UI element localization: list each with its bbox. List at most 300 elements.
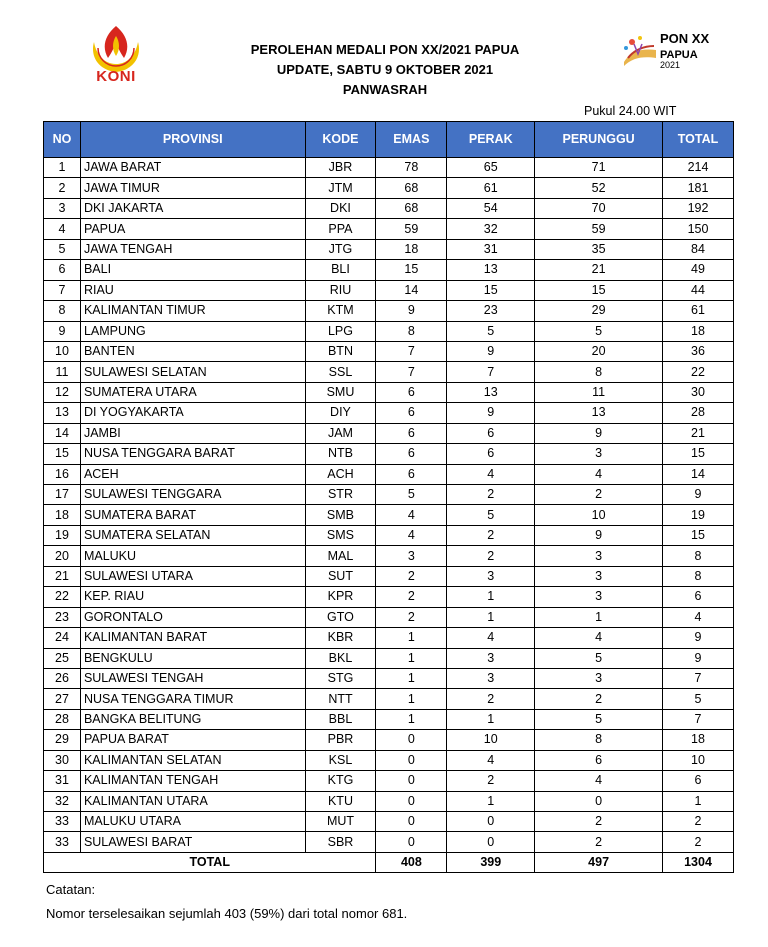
cell-total: 192 [663, 198, 734, 218]
cell-perunggu: 20 [535, 341, 663, 361]
cell-no: 31 [44, 771, 81, 791]
cell-total: 18 [663, 321, 734, 341]
cell-no: 20 [44, 546, 81, 566]
cell-no: 12 [44, 382, 81, 402]
cell-provinsi: SULAWESI UTARA [80, 566, 305, 586]
cell-emas: 1 [376, 709, 447, 729]
table-row [44, 444, 734, 464]
table-row [44, 791, 734, 811]
table-row [44, 198, 734, 218]
cell-emas: 2 [376, 566, 447, 586]
cell-kode: BKL [305, 648, 376, 668]
table-row [44, 382, 734, 402]
table-row [44, 505, 734, 525]
cell-kode: DKI [305, 198, 376, 218]
cell-provinsi: NUSA TENGGARA BARAT [80, 444, 305, 464]
cell-total: 9 [663, 648, 734, 668]
cell-emas: 3 [376, 546, 447, 566]
table-row [44, 301, 734, 321]
column-header-provinsi: PROVINSI [80, 122, 305, 158]
cell-total: 8 [663, 546, 734, 566]
cell-perunggu: 2 [535, 832, 663, 852]
cell-kode: PBR [305, 730, 376, 750]
cell-provinsi: BALI [80, 260, 305, 280]
cell-no: 1 [44, 158, 81, 178]
cell-no: 4 [44, 219, 81, 239]
cell-provinsi: JAMBI [80, 423, 305, 443]
cell-perunggu: 8 [535, 362, 663, 382]
cell-emas: 0 [376, 832, 447, 852]
cell-kode: BBL [305, 709, 376, 729]
cell-total: 150 [663, 219, 734, 239]
cell-perak: 2 [447, 689, 535, 709]
cell-total: 2 [663, 832, 734, 852]
cell-provinsi: SULAWESI BARAT [80, 832, 305, 852]
cell-kode: KPR [305, 587, 376, 607]
table-row [44, 280, 734, 300]
cell-kode: MUT [305, 812, 376, 832]
cell-provinsi: JAWA BARAT [80, 158, 305, 178]
cell-total: 8 [663, 566, 734, 586]
update-time: Pukul 24.00 WIT [584, 104, 677, 118]
cell-no: 21 [44, 566, 81, 586]
cell-emas: 0 [376, 750, 447, 770]
cell-perak: 3 [447, 566, 535, 586]
cell-provinsi: PAPUA BARAT [80, 730, 305, 750]
table-row [44, 321, 734, 341]
cell-perunggu: 4 [535, 628, 663, 648]
total-row [44, 852, 734, 872]
cell-perunggu: 3 [535, 566, 663, 586]
cell-perak: 13 [447, 382, 535, 402]
total-total: 1304 [663, 852, 734, 872]
cell-provinsi: MALUKU [80, 546, 305, 566]
cell-total: 49 [663, 260, 734, 280]
cell-no: 16 [44, 464, 81, 484]
cell-perak: 31 [447, 239, 535, 259]
cell-no: 5 [44, 239, 81, 259]
cell-provinsi: SULAWESI SELATAN [80, 362, 305, 382]
cell-provinsi: KALIMANTAN BARAT [80, 628, 305, 648]
cell-perak: 1 [447, 587, 535, 607]
cell-emas: 15 [376, 260, 447, 280]
cell-perunggu: 29 [535, 301, 663, 321]
cell-perak: 15 [447, 280, 535, 300]
medal-table [43, 121, 734, 873]
table-row [44, 178, 734, 198]
cell-perunggu: 3 [535, 587, 663, 607]
cell-perunggu: 4 [535, 464, 663, 484]
table-row [44, 239, 734, 259]
cell-kode: NTB [305, 444, 376, 464]
cell-kode: RIU [305, 280, 376, 300]
cell-total: 84 [663, 239, 734, 259]
column-header-total: TOTAL [663, 122, 734, 158]
cell-kode: JTM [305, 178, 376, 198]
cell-provinsi: BANTEN [80, 341, 305, 361]
cell-perak: 0 [447, 832, 535, 852]
cell-provinsi: RIAU [80, 280, 305, 300]
cell-perak: 65 [447, 158, 535, 178]
cell-provinsi: KALIMANTAN TIMUR [80, 301, 305, 321]
cell-perak: 2 [447, 485, 535, 505]
table-row [44, 648, 734, 668]
cell-perak: 6 [447, 444, 535, 464]
cell-total: 21 [663, 423, 734, 443]
cell-kode: KTM [305, 301, 376, 321]
pon-logo-line2: PAPUA [660, 49, 698, 61]
cell-kode: SUT [305, 566, 376, 586]
cell-perak: 3 [447, 648, 535, 668]
cell-perunggu: 5 [535, 321, 663, 341]
cell-total: 28 [663, 403, 734, 423]
cell-no: 29 [44, 730, 81, 750]
cell-emas: 0 [376, 771, 447, 791]
cell-emas: 4 [376, 525, 447, 545]
cell-emas: 68 [376, 198, 447, 218]
cell-emas: 6 [376, 444, 447, 464]
cell-kode: SMU [305, 382, 376, 402]
cell-no: 14 [44, 423, 81, 443]
cell-no: 30 [44, 750, 81, 770]
cell-total: 4 [663, 607, 734, 627]
cell-no: 27 [44, 689, 81, 709]
cell-perunggu: 9 [535, 423, 663, 443]
cell-perunggu: 1 [535, 607, 663, 627]
table-row [44, 607, 734, 627]
cell-provinsi: SULAWESI TENGGARA [80, 485, 305, 505]
table-header-row [44, 122, 734, 158]
cell-perak: 6 [447, 423, 535, 443]
table-row [44, 668, 734, 688]
page-subtitle-org: PANWASRAH [342, 82, 428, 97]
cell-no: 10 [44, 341, 81, 361]
cell-emas: 7 [376, 341, 447, 361]
cell-provinsi: DI YOGYAKARTA [80, 403, 305, 423]
table-row [44, 730, 734, 750]
cell-total: 6 [663, 771, 734, 791]
cell-kode: DIY [305, 403, 376, 423]
cell-perunggu: 70 [535, 198, 663, 218]
cell-perunggu: 3 [535, 444, 663, 464]
cell-kode: SMS [305, 525, 376, 545]
cell-provinsi: BENGKULU [80, 648, 305, 668]
cell-emas: 6 [376, 382, 447, 402]
cell-total: 181 [663, 178, 734, 198]
cell-perak: 5 [447, 505, 535, 525]
cell-provinsi: MALUKU UTARA [80, 812, 305, 832]
cell-no: 22 [44, 587, 81, 607]
cell-emas: 59 [376, 219, 447, 239]
koni-logo-text: KONI [96, 68, 136, 85]
cell-emas: 2 [376, 607, 447, 627]
table-row [44, 750, 734, 770]
table-row [44, 771, 734, 791]
column-header-emas: EMAS [376, 122, 447, 158]
cell-kode: STR [305, 485, 376, 505]
cell-total: 15 [663, 444, 734, 464]
notes-text: Nomor terselesaikan sejumlah 403 (59%) dari total nomor 681. [46, 906, 408, 921]
table-row [44, 689, 734, 709]
cell-provinsi: SUMATERA UTARA [80, 382, 305, 402]
notes-label: Catatan: [46, 882, 96, 897]
cell-no: 26 [44, 668, 81, 688]
table-body [44, 158, 734, 853]
cell-kode: KTG [305, 771, 376, 791]
cell-perunggu: 21 [535, 260, 663, 280]
cell-kode: BLI [305, 260, 376, 280]
total-perunggu: 497 [535, 852, 663, 872]
cell-perunggu: 15 [535, 280, 663, 300]
cell-kode: SSL [305, 362, 376, 382]
cell-perunggu: 3 [535, 546, 663, 566]
pon-logo [620, 28, 712, 72]
cell-perunggu: 2 [535, 485, 663, 505]
cell-total: 15 [663, 525, 734, 545]
cell-perunggu: 6 [535, 750, 663, 770]
cell-no: 28 [44, 709, 81, 729]
cell-no: 17 [44, 485, 81, 505]
cell-perak: 32 [447, 219, 535, 239]
cell-perak: 4 [447, 750, 535, 770]
cell-kode: LPG [305, 321, 376, 341]
cell-emas: 68 [376, 178, 447, 198]
cell-emas: 4 [376, 505, 447, 525]
cell-perak: 23 [447, 301, 535, 321]
pon-logo-line3: 2021 [660, 60, 681, 70]
cell-provinsi: DKI JAKARTA [80, 198, 305, 218]
cell-provinsi: SUMATERA BARAT [80, 505, 305, 525]
cell-total: 30 [663, 382, 734, 402]
table-row [44, 362, 734, 382]
cell-perunggu: 11 [535, 382, 663, 402]
cell-provinsi: NUSA TENGGARA TIMUR [80, 689, 305, 709]
cell-no: 2 [44, 178, 81, 198]
cell-perunggu: 0 [535, 791, 663, 811]
cell-provinsi: KALIMANTAN SELATAN [80, 750, 305, 770]
cell-provinsi: JAWA TIMUR [80, 178, 305, 198]
table-row [44, 219, 734, 239]
cell-perak: 4 [447, 464, 535, 484]
cell-total: 10 [663, 750, 734, 770]
cell-perunggu: 3 [535, 668, 663, 688]
total-emas: 408 [376, 852, 447, 872]
cell-total: 214 [663, 158, 734, 178]
cell-perak: 7 [447, 362, 535, 382]
cell-total: 7 [663, 709, 734, 729]
cell-total: 19 [663, 505, 734, 525]
cell-total: 5 [663, 689, 734, 709]
cell-perak: 10 [447, 730, 535, 750]
cell-perunggu: 2 [535, 812, 663, 832]
cell-no: 32 [44, 791, 81, 811]
koni-logo [86, 22, 146, 90]
cell-kode: GTO [305, 607, 376, 627]
cell-total: 9 [663, 628, 734, 648]
cell-emas: 1 [376, 689, 447, 709]
cell-provinsi: KALIMANTAN TENGAH [80, 771, 305, 791]
cell-provinsi: LAMPUNG [80, 321, 305, 341]
cell-no: 24 [44, 628, 81, 648]
cell-no: 9 [44, 321, 81, 341]
cell-provinsi: BANGKA BELITUNG [80, 709, 305, 729]
cell-total: 6 [663, 587, 734, 607]
total-perak: 399 [447, 852, 535, 872]
total-label: TOTAL [44, 852, 376, 872]
cell-perak: 9 [447, 403, 535, 423]
cell-perak: 2 [447, 525, 535, 545]
cell-provinsi: SULAWESI TENGAH [80, 668, 305, 688]
cell-no: 15 [44, 444, 81, 464]
pon-logo-line1: PON XX [660, 31, 710, 46]
cell-total: 22 [663, 362, 734, 382]
cell-perunggu: 10 [535, 505, 663, 525]
cell-perunggu: 2 [535, 689, 663, 709]
table-row [44, 158, 734, 178]
table-row [44, 709, 734, 729]
table-row [44, 260, 734, 280]
column-header-no: NO [44, 122, 81, 158]
cell-emas: 9 [376, 301, 447, 321]
cell-provinsi: SUMATERA SELATAN [80, 525, 305, 545]
page-subtitle-date: UPDATE, SABTU 9 OKTOBER 2021 [276, 62, 494, 77]
cell-kode: KSL [305, 750, 376, 770]
cell-emas: 6 [376, 464, 447, 484]
cell-no: 13 [44, 403, 81, 423]
table-row [44, 812, 734, 832]
cell-total: 61 [663, 301, 734, 321]
cell-provinsi: PAPUA [80, 219, 305, 239]
cell-emas: 1 [376, 668, 447, 688]
cell-provinsi: GORONTALO [80, 607, 305, 627]
table-row [44, 485, 734, 505]
cell-total: 9 [663, 485, 734, 505]
cell-perak: 2 [447, 771, 535, 791]
cell-kode: STG [305, 668, 376, 688]
cell-no: 3 [44, 198, 81, 218]
table-row [44, 832, 734, 852]
cell-kode: SMB [305, 505, 376, 525]
table-row [44, 587, 734, 607]
cell-kode: BTN [305, 341, 376, 361]
cell-no: 7 [44, 280, 81, 300]
cell-provinsi: KALIMANTAN UTARA [80, 791, 305, 811]
table-row [44, 546, 734, 566]
cell-perak: 3 [447, 668, 535, 688]
table-row [44, 423, 734, 443]
cell-perak: 61 [447, 178, 535, 198]
cell-emas: 0 [376, 812, 447, 832]
cell-total: 2 [663, 812, 734, 832]
cell-perunggu: 13 [535, 403, 663, 423]
cell-total: 18 [663, 730, 734, 750]
cell-perak: 54 [447, 198, 535, 218]
cell-total: 7 [663, 668, 734, 688]
cell-emas: 18 [376, 239, 447, 259]
cell-kode: KBR [305, 628, 376, 648]
cell-emas: 7 [376, 362, 447, 382]
table-row [44, 628, 734, 648]
cell-perunggu: 8 [535, 730, 663, 750]
cell-emas: 1 [376, 628, 447, 648]
cell-emas: 6 [376, 403, 447, 423]
cell-total: 1 [663, 791, 734, 811]
cell-no: 33 [44, 832, 81, 852]
cell-perunggu: 35 [535, 239, 663, 259]
cell-no: 6 [44, 260, 81, 280]
table-row [44, 403, 734, 423]
cell-no: 23 [44, 607, 81, 627]
cell-kode: KTU [305, 791, 376, 811]
cell-kode: SBR [305, 832, 376, 852]
cell-total: 44 [663, 280, 734, 300]
notes [46, 878, 407, 926]
cell-emas: 78 [376, 158, 447, 178]
cell-provinsi: JAWA TENGAH [80, 239, 305, 259]
cell-perak: 1 [447, 709, 535, 729]
cell-perunggu: 59 [535, 219, 663, 239]
table-row [44, 464, 734, 484]
cell-emas: 1 [376, 648, 447, 668]
cell-no: 25 [44, 648, 81, 668]
cell-emas: 0 [376, 730, 447, 750]
cell-perunggu: 4 [535, 771, 663, 791]
table-row [44, 341, 734, 361]
cell-no: 18 [44, 505, 81, 525]
cell-perak: 13 [447, 260, 535, 280]
cell-perunggu: 9 [535, 525, 663, 545]
cell-perunggu: 52 [535, 178, 663, 198]
cell-emas: 6 [376, 423, 447, 443]
cell-kode: JBR [305, 158, 376, 178]
cell-kode: JAM [305, 423, 376, 443]
cell-no: 19 [44, 525, 81, 545]
cell-total: 36 [663, 341, 734, 361]
cell-perak: 4 [447, 628, 535, 648]
page-title: PEROLEHAN MEDALI PON XX/2021 PAPUA [250, 42, 520, 57]
cell-kode: MAL [305, 546, 376, 566]
cell-total: 14 [663, 464, 734, 484]
cell-perak: 2 [447, 546, 535, 566]
cell-no: 8 [44, 301, 81, 321]
table-row [44, 525, 734, 545]
cell-perunggu: 71 [535, 158, 663, 178]
page-title-block [200, 40, 570, 100]
cell-kode: JTG [305, 239, 376, 259]
cell-perunggu: 5 [535, 709, 663, 729]
cell-emas: 14 [376, 280, 447, 300]
cell-emas: 5 [376, 485, 447, 505]
cell-perak: 5 [447, 321, 535, 341]
pon-emblem-icon [620, 30, 660, 70]
cell-perunggu: 5 [535, 648, 663, 668]
cell-kode: PPA [305, 219, 376, 239]
cell-kode: NTT [305, 689, 376, 709]
column-header-perunggu: PERUNGGU [535, 122, 663, 158]
cell-perak: 1 [447, 607, 535, 627]
cell-perak: 9 [447, 341, 535, 361]
cell-kode: ACH [305, 464, 376, 484]
cell-no: 11 [44, 362, 81, 382]
cell-emas: 0 [376, 791, 447, 811]
cell-provinsi: ACEH [80, 464, 305, 484]
cell-provinsi: KEP. RIAU [80, 587, 305, 607]
cell-emas: 2 [376, 587, 447, 607]
column-header-perak: PERAK [447, 122, 535, 158]
column-header-kode: KODE [305, 122, 376, 158]
cell-no: 33 [44, 812, 81, 832]
cell-perak: 1 [447, 791, 535, 811]
